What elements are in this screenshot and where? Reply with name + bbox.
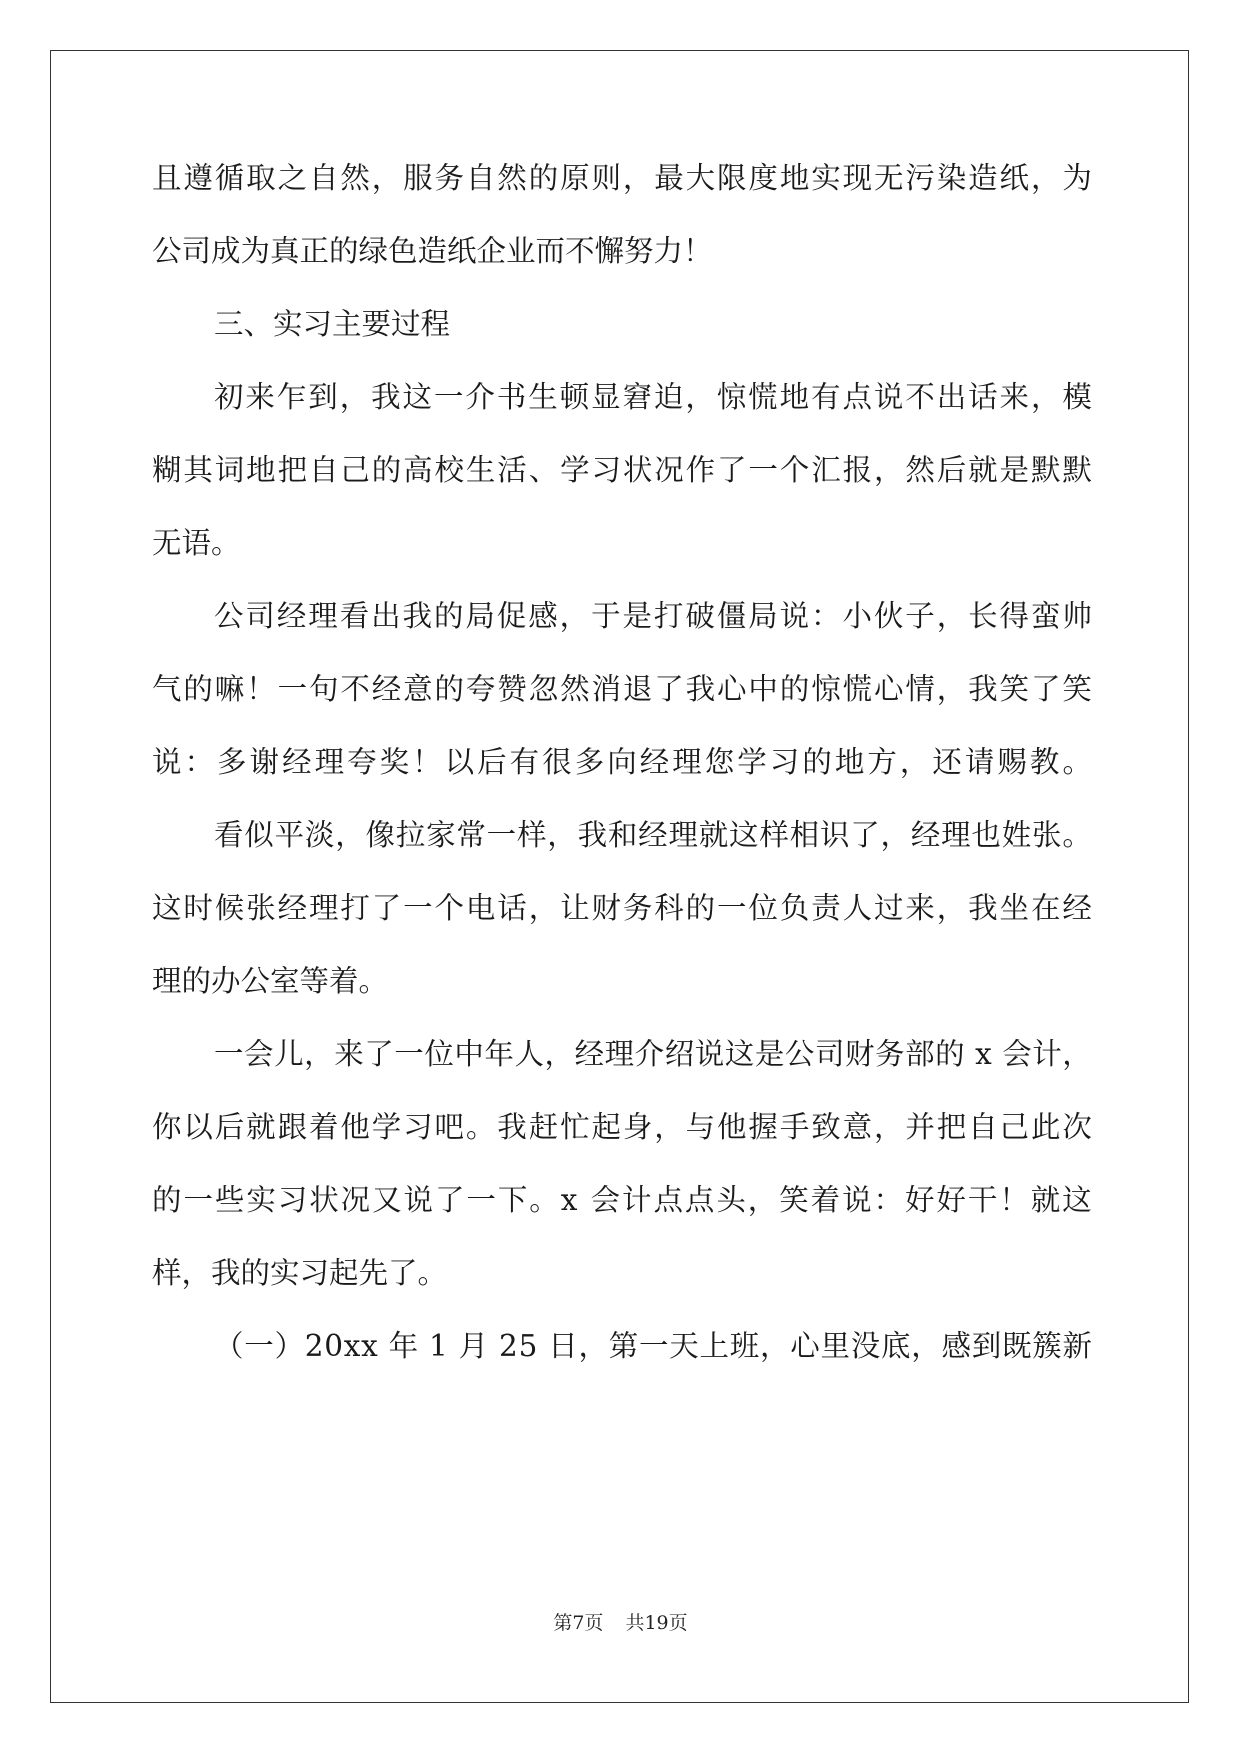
text-line: 且 遵 循 取 之 自 然 ， 服 务 自 然 的 原 则 ， 最 大 限 度 地 实 现 无 污 染 造 纸 ， 为 (152, 161, 1092, 195)
page-number: 第7页 (553, 1612, 604, 1634)
text-line: 样，我的实习起先了。 (152, 1256, 448, 1290)
page-footer (0, 1608, 1241, 1635)
text-line: 理的办公室等着。 (152, 964, 389, 998)
text-line: 初 来 乍 到 ， 我 这 一 介 书 生 顿 显 窘 迫 ， 惊 慌 地 有 点 说 不 出 话 来 ， 模 (214, 380, 1092, 414)
text-line: 的 一 些 实 习 状 况 又 说 了 一 下 。 x 会 计 点 点 头 ， 笑 着 说 ： 好 好 干 ！ 就 这 (152, 1183, 1092, 1217)
text-line: （ 一 ） 2 0 x x 年 1 月 2 5 日 ， 第 一 天 上 班 ， 心 里 没 底 ， 感 到 既 簇 新 (214, 1329, 1092, 1363)
page-total: 共19页 (625, 1612, 688, 1634)
text-line: 你 以 后 就 跟 着 他 学 习 吧 。 我 赶 忙 起 身 ， 与 他 握 手 致 意 ， 并 把 自 己 此 次 (152, 1110, 1092, 1144)
text-line: 公 司 经 理 看 出 我 的 局 促 感 ， 于 是 打 破 僵 局 说 ： 小 伙 子 ， 长 得 蛮 帅 (214, 599, 1092, 633)
text-line: 公司成为真正的绿色造纸企业而不懈努力！ (152, 234, 713, 268)
text-line: 糊 其 词 地 把 自 己 的 高 校 生 活 、 学 习 状 况 作 了 一 个 汇 报 ， 然 后 就 是 默 默 (152, 453, 1092, 487)
text-line: 这 时 候 张 经 理 打 了 一 个 电 话 ， 让 财 务 科 的 一 位 负 责 人 过 来 ， 我 坐 在 经 (152, 891, 1092, 925)
text-line: 一 会 儿 ， 来 了 一 位 中 年 人 ， 经 理 介 绍 说 这 是 公 司 财 务 部 的 x 会 计 ， (214, 1037, 1092, 1071)
section-heading: 三、实习主要过程 (214, 307, 451, 341)
text-line: 看 似 平 淡 ， 像 拉 家 常 一 样 ， 我 和 经 理 就 这 样 相 识 了 ， 经 理 也 姓 张 。 (214, 818, 1092, 852)
page-border (50, 50, 1189, 1703)
text-line: 气 的 嘛 ！ 一 句 不 经 意 的 夸 赞 忽 然 消 退 了 我 心 中 的 惊 慌 心 情 ， 我 笑 了 笑 (152, 672, 1092, 706)
text-line: 说 ： 多 谢 经 理 夸 奖 ！ 以 后 有 很 多 向 经 理 您 学 习 的 地 方 ， 还 请 赐 教 。 (152, 745, 1092, 779)
text-line: 无语。 (152, 526, 241, 560)
